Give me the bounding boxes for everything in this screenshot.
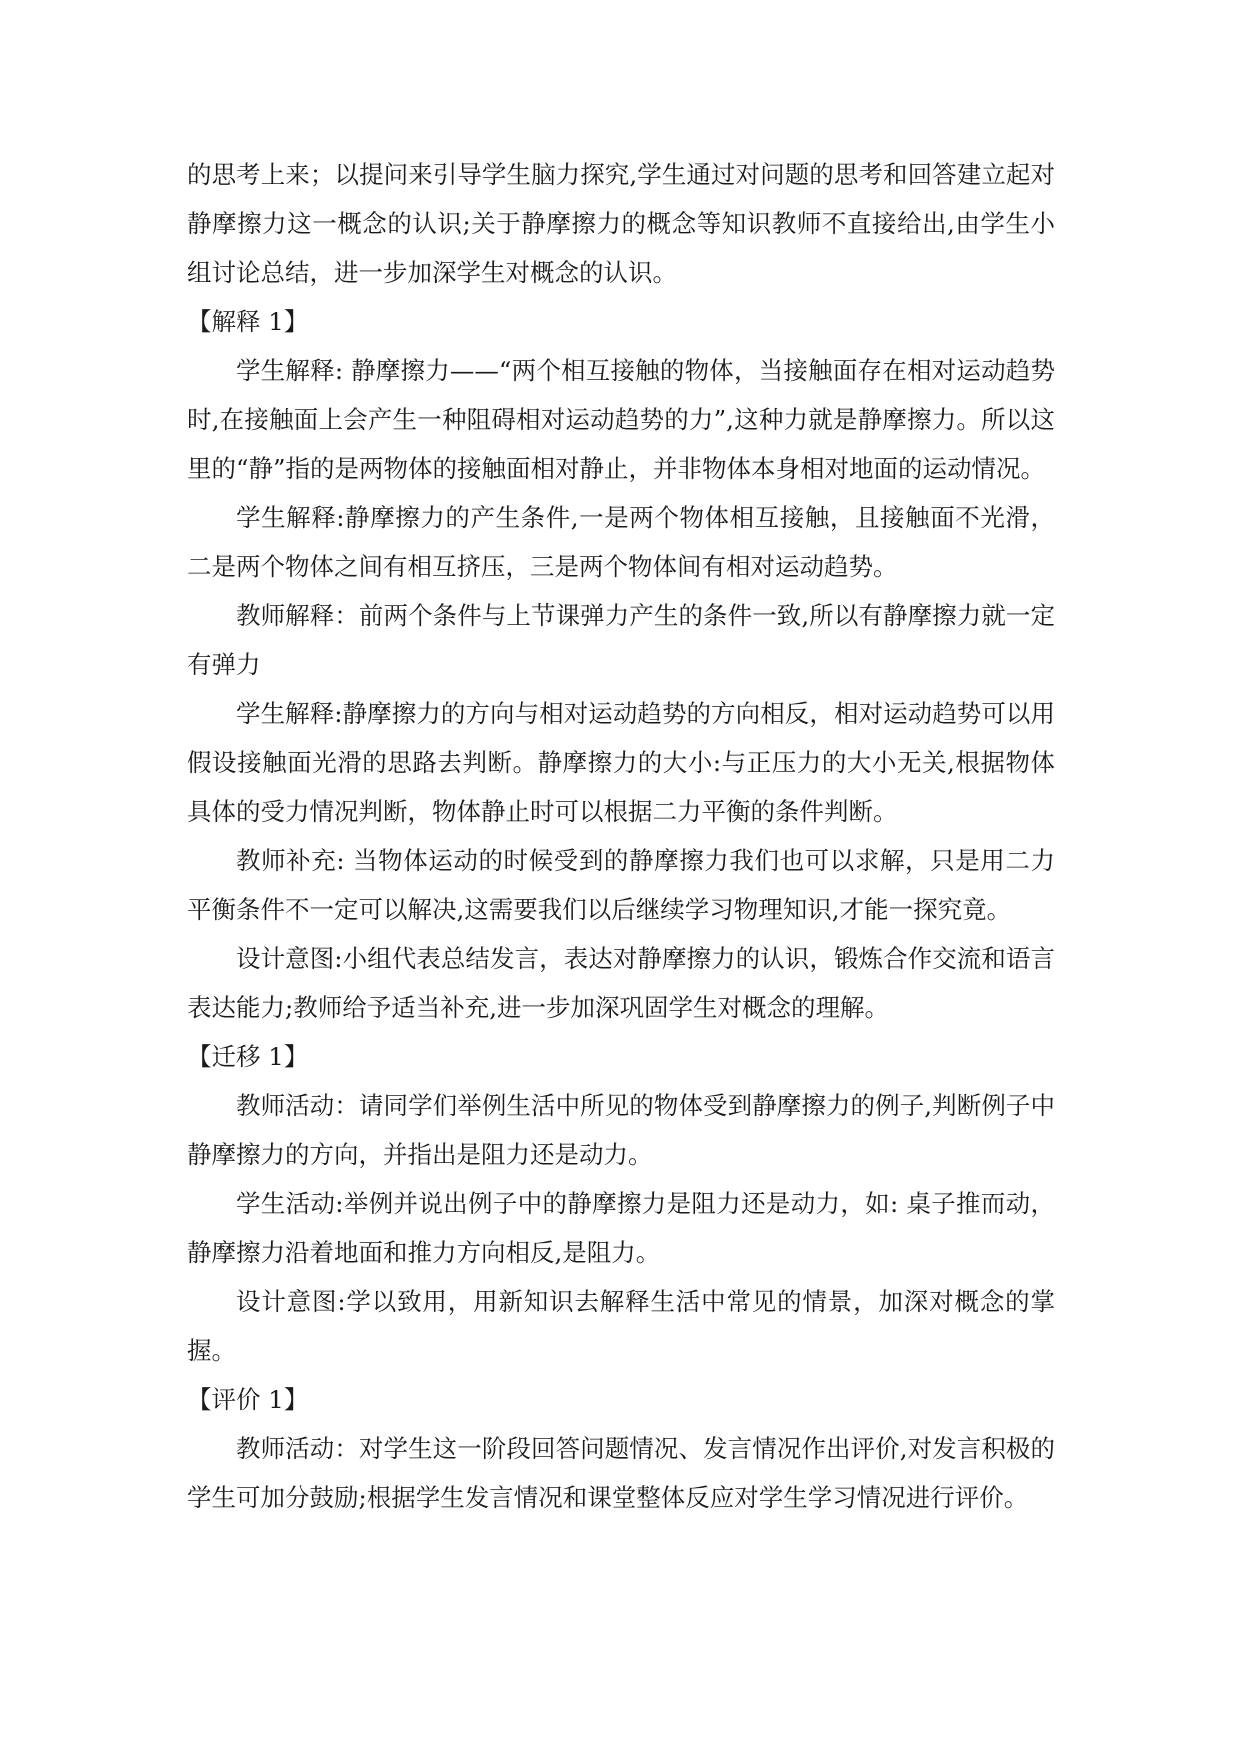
paragraph-intro: 的思考上来；以提问来引导学生脑力探究,学生通过对问题的思考和回答建立起对静摩擦力这一概念的认识;关于静摩擦力的概念等知识教师不直接给出,由学生小组讨论总结，进一步加深学生对概念的认识。 [187,160,1055,287]
document-body [187,150,1055,1522]
paragraph-design-intent-explain: 设计意图:小组代表总结发言，表达对静摩擦力的认识，锻炼合作交流和语言表达能力;教师给予适当补充,进一步加深巩固学生对概念的理解。 [187,944,1055,1022]
paragraph-teacher-activity-evaluate: 教师活动：对学生这一阶段回答问题情况、发言情况作出评价,对发言积极的学生可加分鼓励;根据学生发言情况和课堂整体反应对学生学习情况进行评价。 [187,1434,1055,1512]
paragraph-student-explain-conditions: 学生解释:静摩擦力的产生条件,一是两个物体相互接触，且接触面不光滑，二是两个物体之间有相互挤压，三是两个物体间有相对运动趋势。 [187,503,1055,581]
section-heading-evaluate: 【评价 1】 [187,1385,309,1414]
paragraph-student-explain-definition: 学生解释: 静摩擦力——“两个相互接触的物体，当接触面存在相对运动趋势时,在接触面上会产生一种阻碍相对运动趋势的力”,这种力就是静摩擦力。所以这里的“静”指的是两物体的接触面相对静止，并非物体本身相对地面的运动情况。 [187,356,1055,483]
section-heading-explain: 【解释 1】 [187,307,309,336]
section-heading-transfer: 【迁移 1】 [187,1042,309,1071]
paragraph-design-intent-transfer: 设计意图:学以致用，用新知识去解释生活中常见的情景，加深对概念的掌握。 [187,1287,1055,1365]
paragraph-teacher-supplement: 教师补充: 当物体运动的时候受到的静摩擦力我们也可以求解，只是用二力平衡条件不一定可以解决,这需要我们以后继续学习物理知识,才能一探究竟。 [187,846,1055,924]
paragraph-teacher-explain: 教师解释：前两个条件与上节课弹力产生的条件一致,所以有静摩擦力就一定有弹力 [187,601,1055,679]
paragraph-student-activity-transfer: 学生活动:举例并说出例子中的静摩擦力是阻力还是动力，如: 桌子推而动，静摩擦力沿着地面和推力方向相反,是阻力。 [187,1189,1055,1267]
paragraph-student-explain-direction: 学生解释:静摩擦力的方向与相对运动趋势的方向相反，相对运动趋势可以用假设接触面光滑的思路去判断。静摩擦力的大小:与正压力的大小无关,根据物体具体的受力情况判断，物体静止时可以根据二力平衡的条件判断。 [187,699,1055,826]
paragraph-teacher-activity-transfer: 教师活动：请同学们举例生活中所见的物体受到静摩擦力的例子,判断例子中静摩擦力的方向，并指出是阻力还是动力。 [187,1091,1055,1169]
